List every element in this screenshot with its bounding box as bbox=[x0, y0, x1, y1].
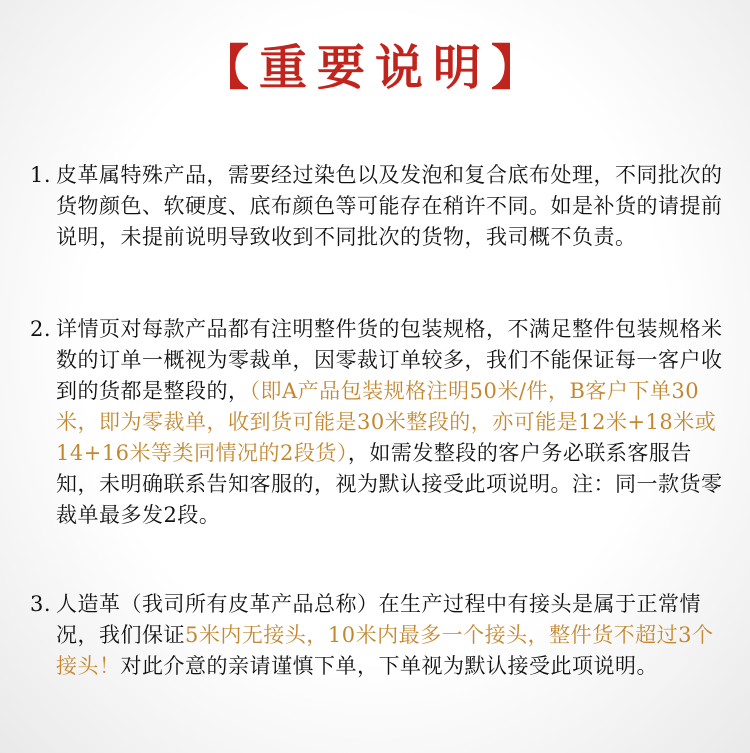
notice-text: ，如需发整段的客户务必联系客服告知，未明确联系告知客服的，视为默认接受此项说明。注：同一款货零裁单最多发2段。 bbox=[56, 441, 723, 527]
notice-2 bbox=[30, 314, 730, 531]
notice-text: 人造革（我司所有皮革产品总称）在生产过程中有接头是属于正常情况，我们保证 bbox=[56, 592, 701, 647]
notice-highlight-text: （即A产品包装规格注明50米/件，B客户下单30米，即为零裁单，收到货可能是30米整段的，亦可能是12米+18米或14+16米等类同情况的2段货） bbox=[56, 379, 717, 465]
notice-text: 详情页对每款产品都有注明整件货的包装规格，不满足整件包装规格米数的订单一概视为零裁单，因零裁订单较多，我们不能保证每一客户收到的货都是整段的， bbox=[56, 317, 723, 403]
notice-number: 2. bbox=[30, 317, 52, 341]
page-title: 【重要说明】 bbox=[200, 40, 549, 96]
notice-body bbox=[56, 314, 730, 531]
notice-number: 1. bbox=[30, 163, 52, 187]
notice-text: 对此介意的亲请谨慎下单，下单视为默认接受此项说明。 bbox=[120, 654, 658, 678]
notice-text: 皮革属特殊产品，需要经过染色以及发泡和复合底布处理，不同批次的货物颜色、软硬度、底布颜色等可能存在稍许不同。如是补货的请提前说明，未提前说明导致收到不同批次的货物，我司概不负责。 bbox=[56, 163, 723, 249]
notice-number: 3. bbox=[30, 592, 52, 616]
notice-body bbox=[56, 589, 730, 682]
notice-3 bbox=[30, 589, 730, 682]
notice-1 bbox=[30, 160, 730, 253]
notice-body bbox=[56, 160, 730, 253]
notice-highlight-text: 5米内无接头，10米内最多一个接头，整件货不超过3个接头！ bbox=[56, 623, 714, 678]
